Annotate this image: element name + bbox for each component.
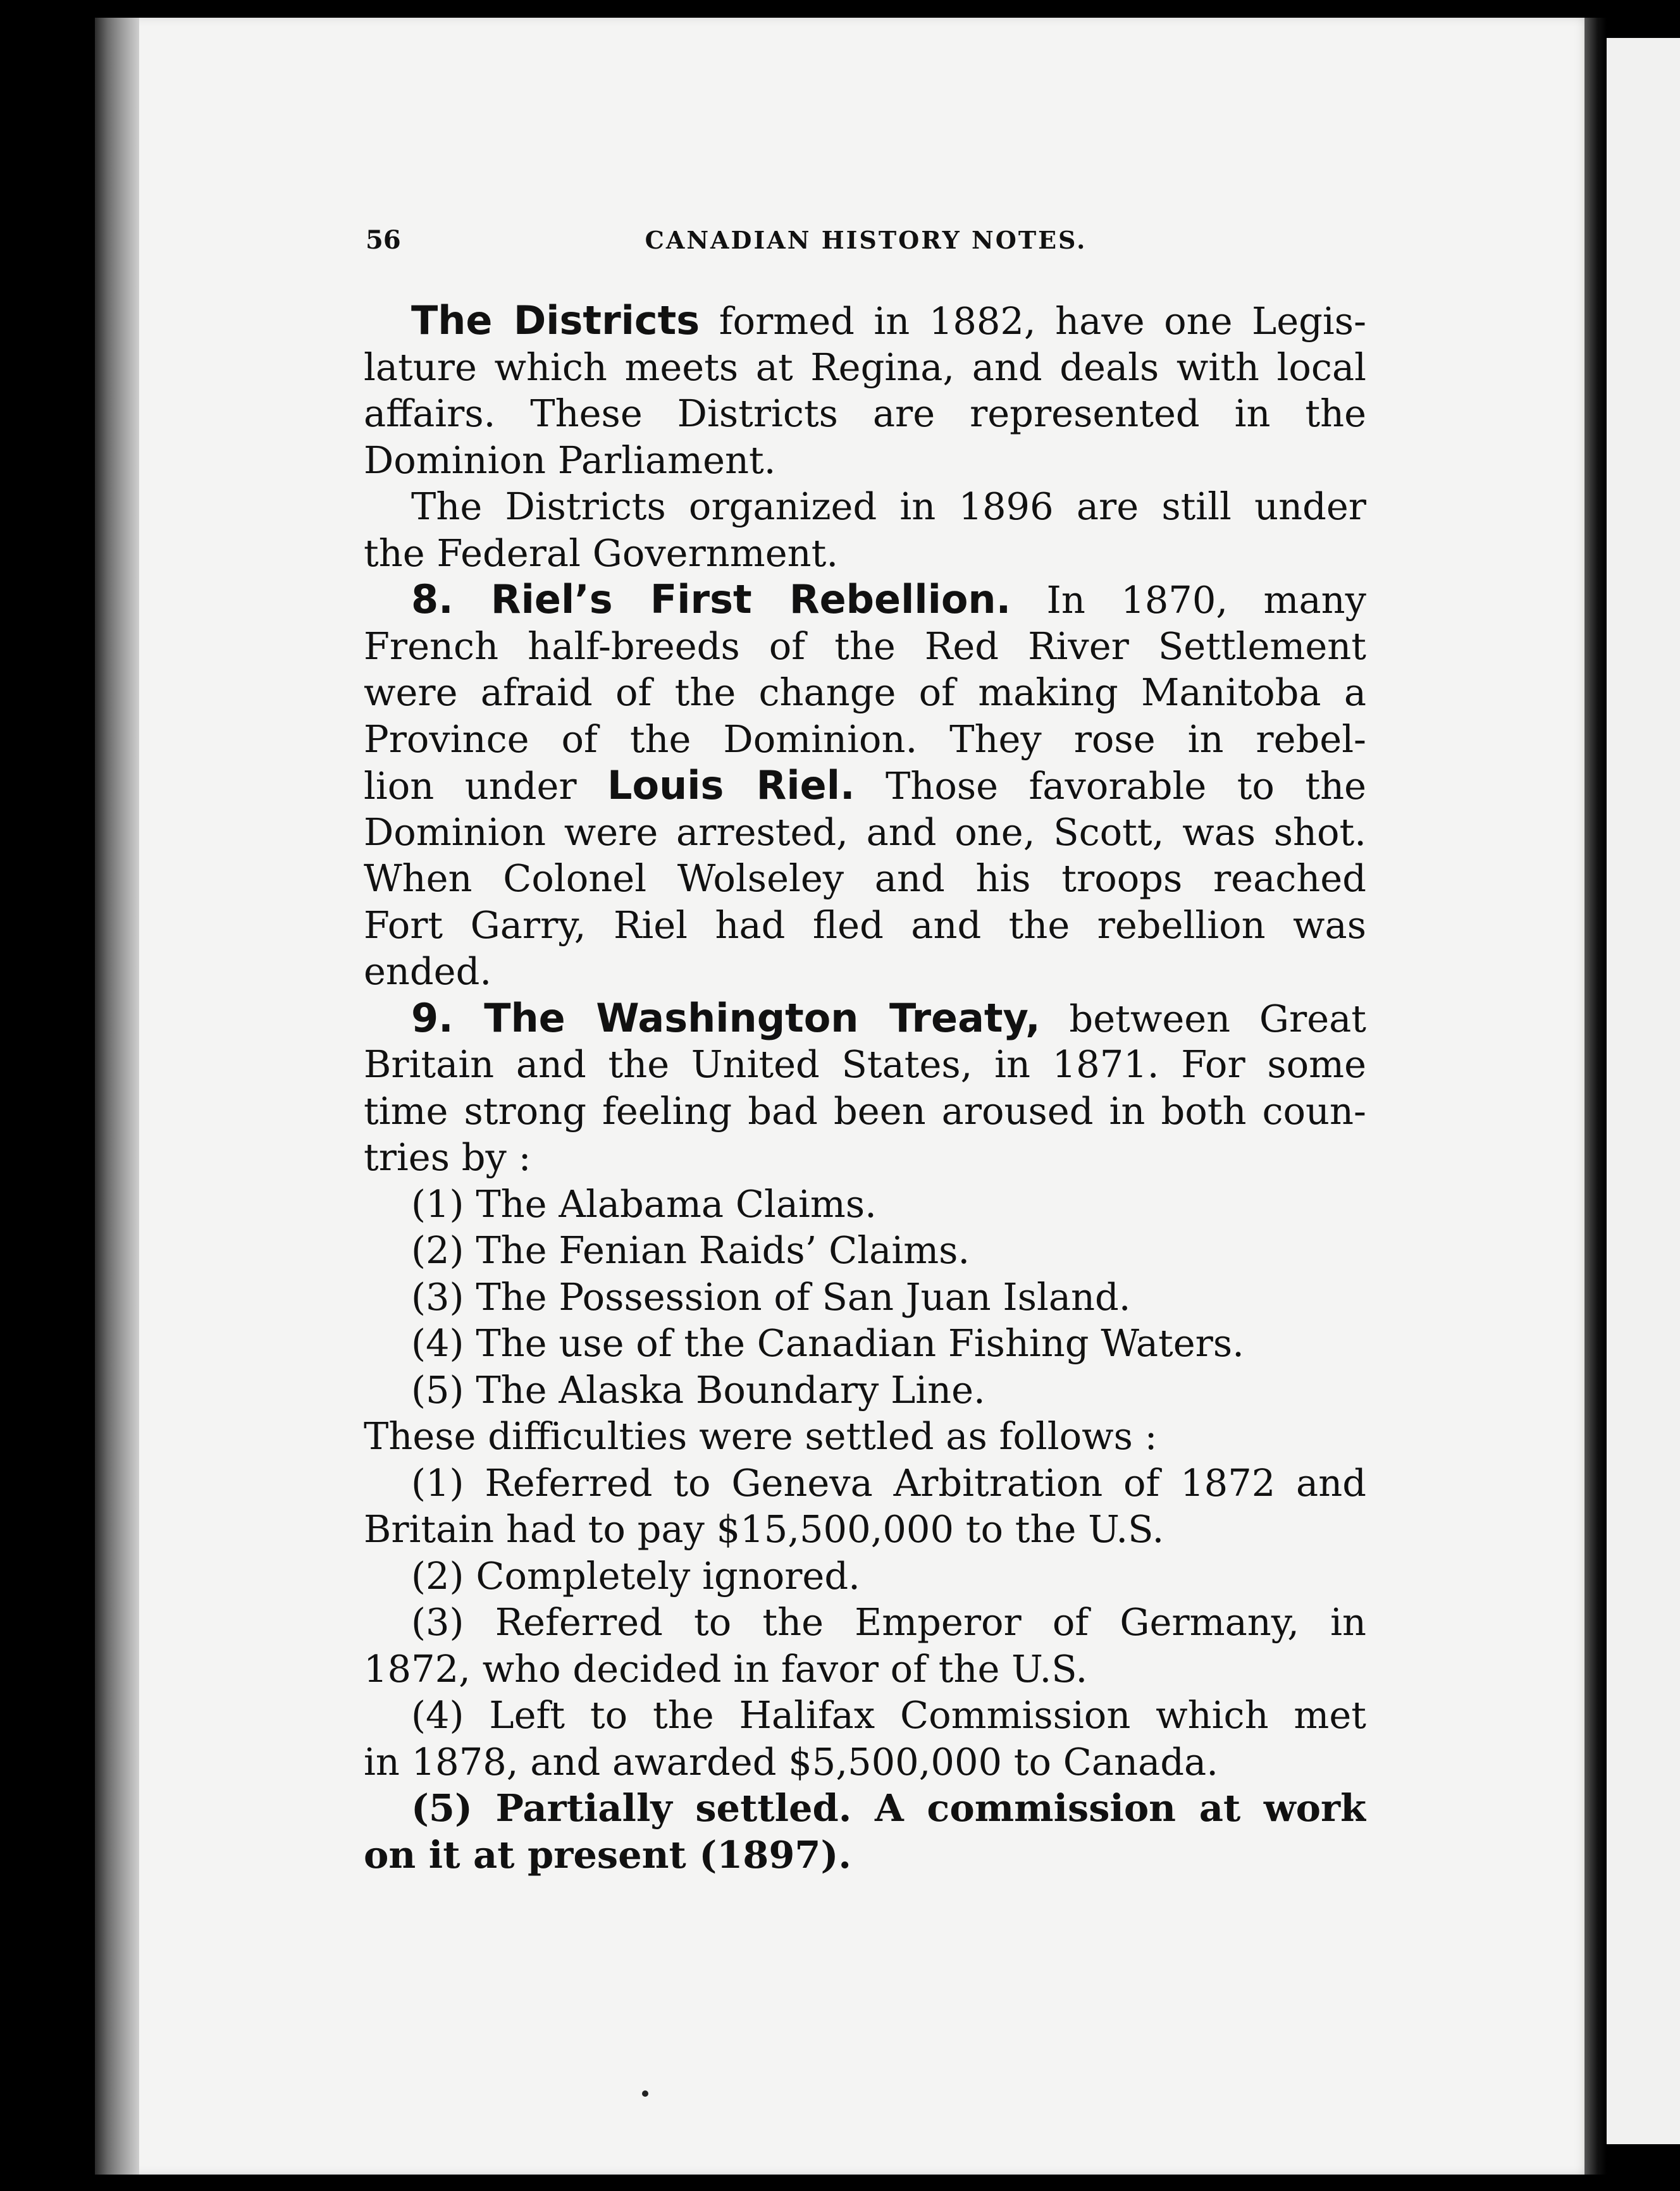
text-run: formed in 1882, have one Legis- bbox=[700, 299, 1366, 343]
running-head: CANADIAN HISTORY NOTES. bbox=[645, 226, 1087, 254]
text-line bbox=[364, 623, 1366, 670]
text-run: Dominion Parliament. bbox=[364, 438, 776, 482]
text-line bbox=[364, 530, 1366, 577]
facing-page-strip bbox=[1607, 38, 1680, 2144]
text-line bbox=[364, 1041, 1366, 1088]
page-body-text bbox=[364, 297, 1366, 1878]
text-run: affairs. These Districts are represented in the bbox=[364, 392, 1366, 435]
text-run: Fort Garry, Riel had fled and the rebellion was bbox=[364, 903, 1366, 947]
text-line bbox=[364, 809, 1366, 856]
text-run: ended. bbox=[364, 949, 492, 993]
bold-heading: Louis Riel. bbox=[607, 762, 855, 808]
text-line bbox=[364, 297, 1366, 344]
bold-heading: The Districts bbox=[411, 297, 700, 343]
text-run: When Colonel Wolseley and his troops reached bbox=[364, 856, 1366, 900]
text-line bbox=[364, 1274, 1366, 1321]
text-line bbox=[364, 1739, 1366, 1786]
text-line bbox=[364, 948, 1366, 995]
text-run: (5) The Alaska Boundary Line. bbox=[411, 1367, 985, 1412]
text-line bbox=[364, 1134, 1366, 1181]
text-line bbox=[364, 1832, 1366, 1879]
scan-border-left bbox=[0, 0, 95, 2191]
text-run: Province of the Dominion. They rose in rebel- bbox=[364, 717, 1366, 761]
text-line bbox=[364, 1460, 1366, 1507]
text-line bbox=[364, 437, 1366, 484]
text-line bbox=[364, 1692, 1366, 1739]
text-line bbox=[364, 1553, 1366, 1600]
text-line bbox=[364, 1599, 1366, 1646]
text-run: lion under bbox=[364, 764, 608, 808]
text-line bbox=[364, 855, 1366, 902]
text-run: (2) Completely ignored. bbox=[411, 1553, 860, 1598]
text-line bbox=[364, 669, 1366, 716]
text-run: Britain had to pay $15,500,000 to the U.S. bbox=[364, 1507, 1164, 1551]
text-line bbox=[364, 483, 1366, 530]
text-run: French half-breeds of the Red River Settlement bbox=[364, 624, 1366, 668]
text-run: on it at present (1897). bbox=[364, 1832, 851, 1877]
text-run: (1) The Alabama Claims. bbox=[411, 1182, 877, 1226]
text-line bbox=[364, 1088, 1366, 1135]
text-line bbox=[364, 1646, 1366, 1693]
text-line bbox=[364, 1320, 1366, 1367]
text-line bbox=[364, 1367, 1366, 1414]
text-run: (1) Referred to Geneva Arbitration of 1872 and bbox=[411, 1460, 1366, 1505]
page-number: 56 bbox=[366, 225, 401, 255]
text-run: (3) The Possession of San Juan Island. bbox=[411, 1274, 1131, 1319]
text-line bbox=[364, 576, 1366, 623]
text-line bbox=[364, 1506, 1366, 1553]
text-run: In 1870, many bbox=[1011, 578, 1366, 622]
text-run: (5) Partially settled. A commission at work bbox=[411, 1786, 1366, 1830]
text-run: lature which meets at Regina, and deals with local bbox=[364, 345, 1366, 389]
text-run: between Great bbox=[1040, 996, 1366, 1040]
text-line bbox=[364, 995, 1366, 1042]
text-line bbox=[364, 902, 1366, 949]
text-run: (3) Referred to the Emperor of Germany, in bbox=[411, 1600, 1366, 1644]
text-run: time strong feeling bad been aroused in both coun- bbox=[364, 1089, 1366, 1133]
text-run: Those favorable to the bbox=[855, 764, 1366, 808]
text-run: in 1878, and awarded $5,500,000 to Canada. bbox=[364, 1739, 1218, 1784]
text-run: were afraid of the change of making Manitoba a bbox=[364, 670, 1366, 714]
text-line bbox=[364, 1785, 1366, 1832]
text-run: 1872, who decided in favor of the U.S. bbox=[364, 1646, 1088, 1691]
text-run: Dominion were arrested, and one, Scott, was shot. bbox=[364, 810, 1366, 854]
text-line bbox=[364, 1181, 1366, 1228]
text-line bbox=[364, 390, 1366, 437]
scan-border-top-right bbox=[1607, 0, 1680, 38]
text-run: (4) Left to the Halifax Commission which met bbox=[411, 1693, 1366, 1737]
text-run: The Districts organized in 1896 are still under bbox=[411, 484, 1366, 528]
text-run: tries by : bbox=[364, 1135, 531, 1179]
page-edge-shadow bbox=[1584, 18, 1607, 2175]
text-line bbox=[364, 716, 1366, 763]
text-run: (2) The Fenian Raids’ Claims. bbox=[411, 1228, 970, 1272]
page-gutter bbox=[95, 18, 139, 2175]
page-header bbox=[366, 221, 1366, 259]
text-line bbox=[364, 344, 1366, 391]
text-run: These difficulties were settled as follows : bbox=[364, 1414, 1158, 1458]
bold-heading: 9. The Washington Treaty, bbox=[411, 994, 1041, 1041]
text-line bbox=[364, 1227, 1366, 1274]
text-line bbox=[364, 762, 1366, 809]
ink-speck bbox=[642, 2090, 648, 2097]
text-run: (4) The use of the Canadian Fishing Waters. bbox=[411, 1321, 1244, 1365]
text-run: Britain and the United States, in 1871. For some bbox=[364, 1042, 1366, 1086]
bold-heading: 8. Riel’s First Rebellion. bbox=[411, 576, 1011, 622]
text-run: the Federal Government. bbox=[364, 531, 839, 575]
text-line bbox=[364, 1413, 1366, 1460]
